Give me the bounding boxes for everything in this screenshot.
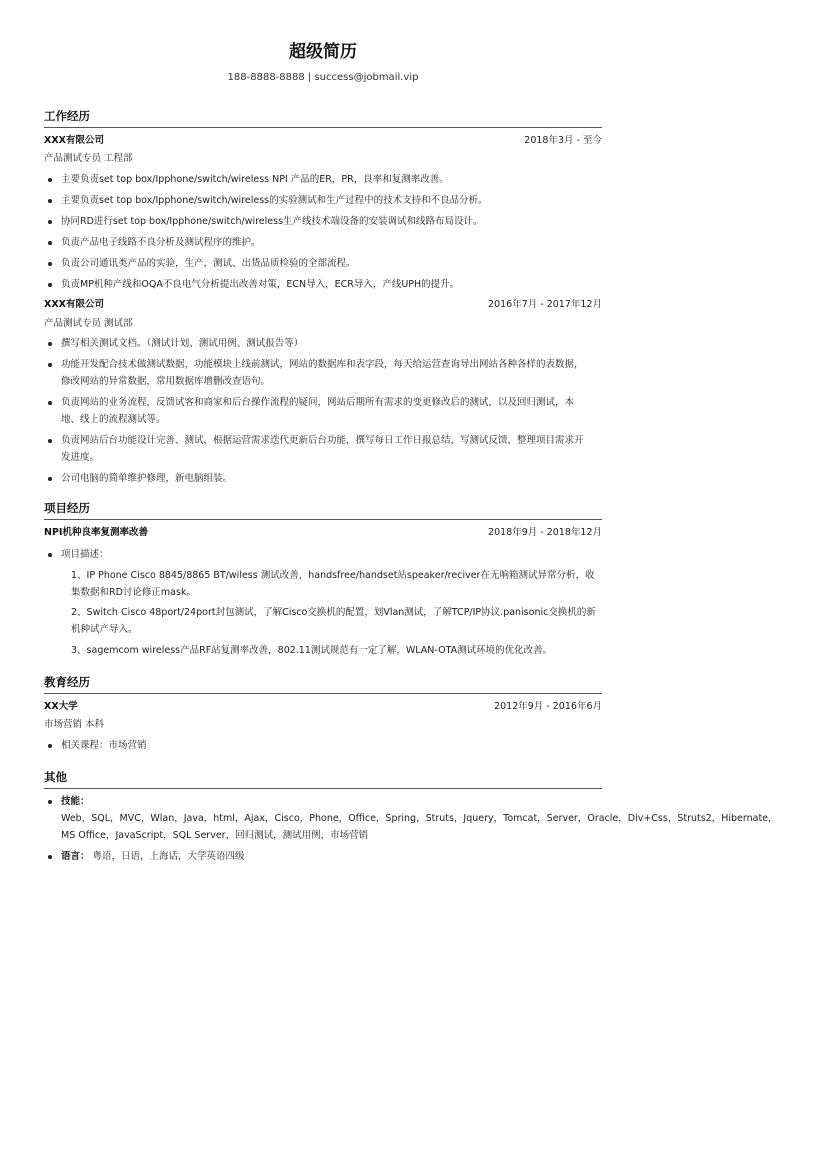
section-title-education: 教育经历 <box>44 675 90 689</box>
project-date: 2018年9月 - 2018年12月 <box>488 527 602 538</box>
education-header <box>44 700 602 714</box>
job-date: 2018年3月 - 至今 <box>524 135 602 146</box>
list-item: 主要负责set top box/Ipphone/switch/wireless的实验测试和生产过程中的技术支持和不良品分析。 <box>44 192 604 209</box>
section-title-work: 工作经历 <box>44 109 90 123</box>
project-header <box>44 526 602 540</box>
project-paragraph: 2、Switch Cisco 48port/24port封包测试，了解Cisco交换机的配置，划Vlan测试，了解TCP/IP协议.panisonic交换机的新机种试产导入。 <box>71 607 596 635</box>
education-section-header <box>44 674 602 694</box>
section-divider <box>44 519 602 520</box>
job-date: 2016年7月 - 2017年12月 <box>488 299 602 310</box>
list-item: 功能开发配合技术做测试数据，功能模块上线前测试，网站的数据库和表字段，每天给运营查询导出网站各种各样的表数据，修改网站的异常数据，常用数据库增删改查语句。 <box>44 356 604 390</box>
list-item: 项目描述： <box>44 546 604 563</box>
project-name: NPI机种良率复测率改善 <box>44 527 148 538</box>
job-duties-list <box>44 171 604 293</box>
company-name: XXX有限公司 <box>44 299 104 310</box>
job-duties-list <box>44 335 604 487</box>
other-section-header <box>44 769 602 789</box>
list-item: 负责网站后台功能设计完善、测试，根据运营需求迭代更新后台功能，撰写每日工作日报总结，写测试反馈，整理项目需求开发进度。 <box>44 432 604 466</box>
job-role: 产品测试专员 工程部 <box>44 153 133 164</box>
list-item: 负责公司通讯类产品的实验，生产，测试、出货品质检验的全部流程。 <box>44 255 604 272</box>
other-list <box>44 793 789 865</box>
project-list <box>44 546 604 563</box>
section-divider <box>44 127 602 128</box>
skills-label: 技能： <box>61 796 90 807</box>
work-section-header <box>44 108 602 128</box>
list-item: 协同RD进行set top box/Ipphone/switch/wireless生产线技术端设备的安装调试和线路布局设计。 <box>44 213 604 230</box>
list-item: 相关课程：市场营销 <box>44 737 604 754</box>
list-item: 主要负责set top box/Ipphone/switch/wireless NPI 产品的ER，PR，良率和复测率改善。 <box>44 171 604 188</box>
project-paragraph: 3、sagemcom wireless产品RF站复测率改善，802.11测试规范有一定了解，WLAN-OTA测试环境的优化改善。 <box>71 645 553 656</box>
list-item: 负责网站的业务流程，反馈试客和商家和后台操作流程的疑问，网站后期所有需求的变更修改后的测试，以及回归测试，本地、线上的流程测试等。 <box>44 394 604 428</box>
education-date: 2012年9月 - 2016年6月 <box>494 701 602 712</box>
skills-text: Web，SQL，MVC，Wlan，Java，html，Ajax，Cisco，Phone，Office，Spring，Struts，Jquery，Tomcat，Server，Oracle，Div+Css，Struts2，Hibernate，MS Office，JavaScript，SQL Server，回归测试，测试用例，市场营销 <box>61 813 778 841</box>
section-title-projects: 项目经历 <box>44 501 90 515</box>
project-section-header <box>44 500 602 520</box>
list-item <box>44 848 789 865</box>
project-paragraph: 1、IP Phone Cisco 8845/8865 BT/wiless 测试改善，handsfree/handset站speaker/reciver在无响箱测试异常分析，收集数据和RD讨论修正mask。 <box>71 570 595 598</box>
language-text: 粤语，日语，上海话，大学英语四级 <box>92 851 245 862</box>
job-role: 产品测试专员 测试部 <box>44 318 133 329</box>
section-divider <box>44 788 602 789</box>
school-name: XX大学 <box>44 701 78 712</box>
language-label: 语言： <box>61 851 90 862</box>
job-header <box>44 134 602 148</box>
education-major: 市场营销 本科 <box>44 719 105 730</box>
list-item <box>44 793 789 844</box>
job-header <box>44 298 602 312</box>
candidate-name: 超级简历 <box>289 42 357 62</box>
list-item: 负责MP机种产线和OQA不良电气分析提出改善对策，ECN导入，ECR导入，产线UPH的提升。 <box>44 276 604 293</box>
list-item: 公司电脑的简单维护修理，新电脑组装。 <box>44 470 604 487</box>
resume-header <box>0 40 646 85</box>
company-name: XXX有限公司 <box>44 135 104 146</box>
education-list <box>44 737 604 754</box>
list-item: 撰写相关测试文档。（测试计划、测试用例、测试报告等） <box>44 335 604 352</box>
section-divider <box>44 693 602 694</box>
section-title-other: 其他 <box>44 770 67 784</box>
contact-info: 188-8888-8888 | success@jobmail.vip <box>227 72 419 83</box>
list-item: 负责产品电子线路不良分析及测试程序的维护。 <box>44 234 604 251</box>
